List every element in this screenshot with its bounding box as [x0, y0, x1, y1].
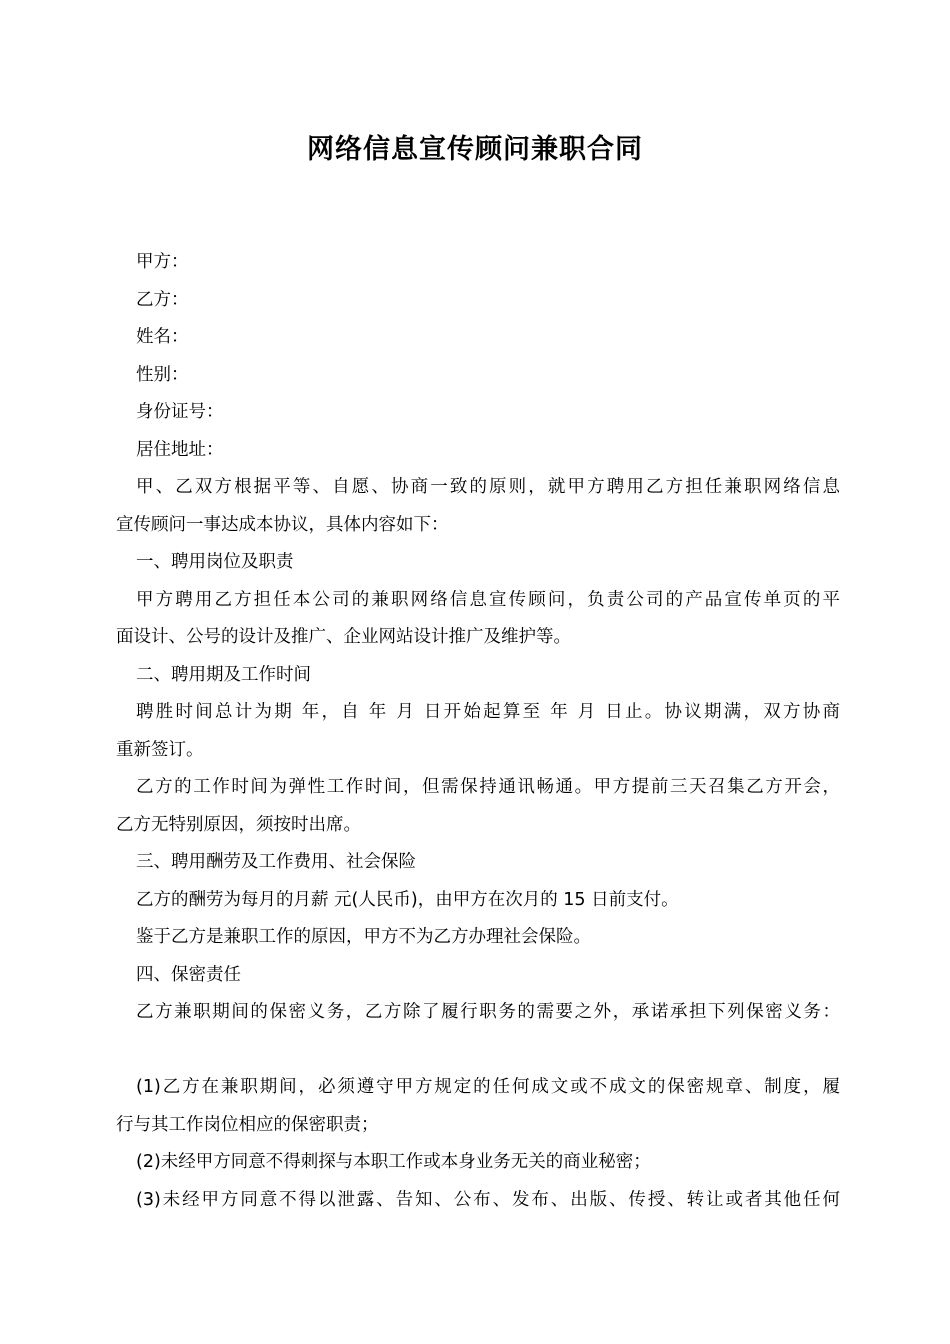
- id-number-line: 身份证号：: [136, 402, 224, 422]
- section-3-heading: 三、聘用酬劳及工作费用、社会保险: [136, 852, 416, 872]
- intro-paragraph-line-1: 甲、乙双方根据平等、自愿、协商一致的原则，就甲方聘用乙方担任兼职网络信息: [136, 477, 840, 497]
- section-2-paragraph-2-line-2: 乙方无特别原因，须按时出席。: [116, 814, 361, 835]
- section-3-paragraph-2: 鉴于乙方是兼职工作的原因，甲方不为乙方办理社会保险。: [136, 927, 591, 947]
- address-line: 居住地址：: [136, 439, 224, 460]
- section-4-heading: 四、保密责任: [136, 964, 241, 985]
- section-3-paragraph-1: 乙方的酬劳为每月的月薪 元(人民币)，由甲方在次月的 15 日前支付。: [136, 889, 679, 910]
- clause-1-line-1: (1)乙方在兼职期间，必须遵守甲方规定的任何成文或不成文的保密规章、制度，履: [136, 1077, 840, 1097]
- party-b-line: 乙方：: [136, 289, 189, 310]
- gender-line: 性别：: [136, 364, 189, 385]
- blank-line: [116, 1032, 840, 1070]
- clause-1-line-2: 行与其工作岗位相应的保密职责；: [116, 1114, 379, 1135]
- section-4-paragraph-1: 乙方兼职期间的保密义务，乙方除了履行职务的需要之外，承诺承担下列保密义务：: [136, 1002, 840, 1022]
- clause-3-line-1: (3)未经甲方同意不得以泄露、告知、公布、发布、出版、传授、转让或者其他任何: [136, 1189, 840, 1210]
- party-a-line: 甲方：: [136, 252, 189, 272]
- section-2-paragraph-1-line-2: 重新签订。: [116, 739, 204, 760]
- document-body: [116, 244, 840, 1219]
- section-1-heading: 一、聘用岗位及职责: [136, 552, 294, 572]
- section-2-paragraph-2-line-1: 乙方的工作时间为弹性工作时间，但需保持通讯畅通。甲方提前三天召集乙方开会，: [136, 777, 840, 797]
- intro-paragraph-line-2: 宣传顾问一事达成本协议，具体内容如下：: [116, 514, 449, 535]
- document-title: 网络信息宣传顾问兼职合同: [307, 134, 643, 165]
- section-2-heading: 二、聘用期及工作时间: [136, 664, 311, 685]
- section-2-paragraph-1-line-1: 聘胜时间总计为期 年，自 年 月 日开始起算至 年 月 日止。协议期满，双方协商: [136, 702, 840, 722]
- section-1-paragraph-line-1: 甲方聘用乙方担任本公司的兼职网络信息宣传顾问，负责公司的产品宣传单页的平: [136, 589, 840, 610]
- section-1-paragraph-line-2: 面设计、公号的设计及推广、企业网站设计推广及维护等。: [116, 627, 571, 647]
- clause-2: (2)未经甲方同意不得刺探与本职工作或本身业务无关的商业秘密；: [136, 1152, 651, 1172]
- name-line: 姓名：: [136, 327, 189, 347]
